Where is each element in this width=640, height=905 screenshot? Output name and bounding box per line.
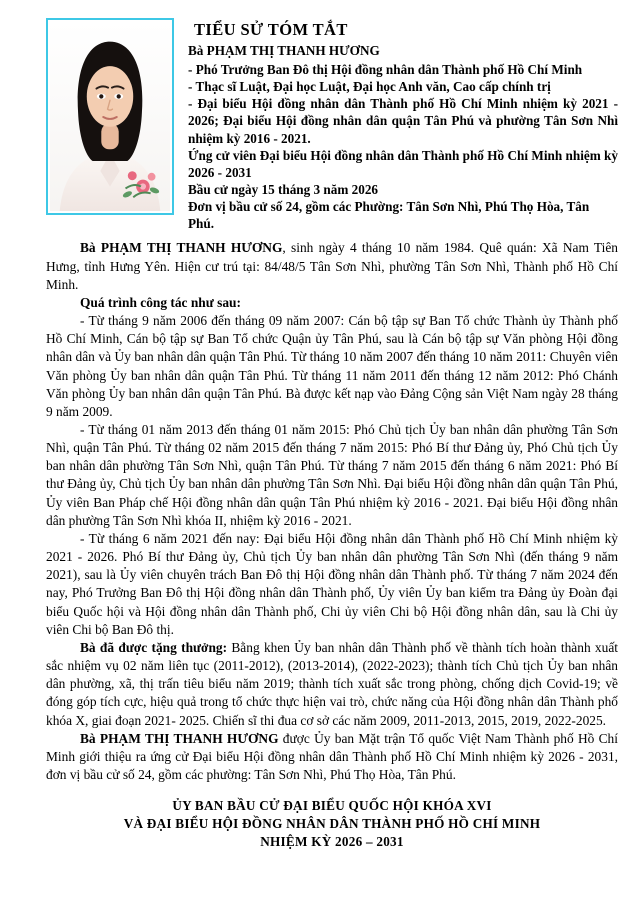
- paragraph-lead-name: Bà PHẠM THỊ THANH HƯƠNG: [80, 730, 279, 746]
- detail-line-constituency: Đơn vị bầu cử số 24, gồm các Phường: Tân Sơn Nhì, Phú Thọ Hòa, Tân Phú.: [188, 199, 590, 232]
- paragraph-career-2013-2021: [46, 421, 618, 530]
- paragraph-text: Bằng khen Ủy ban nhân dân Thành phố về thành tích hoàn thành xuất sắc nhiệm vụ 02 năm liên tục (2011-2012), (2013-2014), (2022-2023); thành tích Chủ tịch Ủy ban nhân dân phường, xã, thị trấn tiêu biểu năm 2019; thành tích xuất sắc trong phòng, chống dịch Covid-19; về đóng góp tích cực, hiệu quả trong tổ chức thực hiện vai trò, chức năng của Hội đồng nhân dân Thành phố khóa X, giai đoạn 2021- 2025. Chiến sĩ thi đua cơ sở các năm 2009, 2011-2013, 2015, 2019, 2022-2025.: [46, 639, 618, 728]
- detail-line-education: - Thạc sĩ Luật, Đại học Luật, Đại học Anh văn, Cao cấp chính trị: [188, 79, 551, 95]
- paragraph-text: - Từ tháng 9 năm 2006 đến tháng 09 năm 2007: Cán bộ tập sự Ban Tổ chức Thành ủy Thành phố Hồ Chí Minh, Cán bộ tập sự Ban Tổ chức Quận ủy Tân Phú, sau là Cán bộ tập sự Văn phòng Hội đồng nhân dân và Ủy ban nhân dân quận Tân Phú. Từ tháng 10 năm 2007 đến tháng 10 năm 2011: Chuyên viên Văn phòng Ủy ban nhân dân quận Tân Phú. Từ tháng 11 năm 2011 đến tháng 12 năm 2012: Phó Chánh Văn phòng Ủy ban nhân dân quận Tân Phú. Bà được kết nạp vào Đảng Cộng sản Việt Nam ngày 28 tháng 9 năm 2009.: [46, 313, 618, 419]
- subject-name: Bà PHẠM THỊ THANH HƯƠNG: [188, 43, 380, 58]
- candidate-photo: [50, 22, 170, 211]
- detail-line-delegate-history: - Đại biểu Hội đồng nhân dân Thành phố Hồ Chí Minh nhiệm kỳ 2021 - 2026; Đại biểu Hội đồng nhân dân quận Tân Phú và phường Tân Sơn Nhì nhiệm kỳ 2016 - 2021.: [188, 96, 618, 146]
- page-title: TIỂU SỬ TÓM TẮT: [194, 20, 348, 39]
- awards-heading-label: Bà đã được tặng thưởng:: [80, 639, 228, 655]
- detail-line-election-date: Bầu cử ngày 15 tháng 3 năm 2026: [188, 181, 379, 197]
- paragraph-awards: [46, 639, 618, 730]
- paragraph-nomination: [46, 730, 618, 784]
- detail-line-candidacy: Ứng cử viên Đại biểu Hội đồng nhân dân Thành phố Hồ Chí Minh nhiệm kỳ 2026 - 2031: [188, 147, 618, 180]
- paragraph-text: được Ủy ban Mặt trận Tổ quốc Việt Nam Thành phố Hồ Chí Minh giới thiệu ra ứng cử Đại biểu Hội đồng nhân dân Thành phố Hồ Chí Minh nhiệm kỳ 2026 - 2031, đơn vị bầu cử số 24, gồm các phường: Tân Sơn Nhì, Phú Thọ Hòa, Tân Phú.: [46, 730, 618, 782]
- footer-line-committee: ỦY BAN BẦU CỬ ĐẠI BIỂU QUỐC HỘI KHÓA XVI: [172, 798, 492, 814]
- footer-line-term: NHIỆM KỲ 2026 – 2031: [260, 834, 404, 850]
- footer-line-council: VÀ ĐẠI BIỂU HỘI ĐỒNG NHÂN DÂN THÀNH PHỐ HỒ CHÍ MINH: [123, 816, 541, 832]
- paragraph-career-heading: [46, 294, 618, 312]
- paragraph-career-2021-present: [46, 530, 618, 639]
- paragraph-lead-name: Bà PHẠM THỊ THANH HƯƠNG: [80, 240, 283, 256]
- portrait-illustration: [50, 22, 170, 211]
- paragraph-text: - Từ tháng 01 năm 2013 đến tháng 01 năm 2015: Phó Chủ tịch Ủy ban nhân dân phường Tân Sơn Nhì, quận Tân Phú. Từ tháng 02 năm 2015 đến tháng 7 năm 2015: Phó Bí thư Đảng ủy, Phó Chủ tịch Ủy ban nhân dân phường Tân Sơn Nhì, quận Tân Phú. Từ tháng 7 năm 2015 đến tháng 6 năm 2021: Phó Bí thư Đảng ủy, Chủ tịch Ủy ban nhân dân phường Tân Sơn Nhì. Đại biểu Hội đồng nhân dân quận Tân Phú, Ủy viên Ban Pháp chế Hội đồng nhân dân quận Tân Phú nhiệm kỳ 2016 - 2021. Đại biểu Hội đồng nhân dân phường Tân Sơn Nhì khóa II, nhiệm kỳ 2016 - 2021.: [46, 422, 618, 528]
- document-footer: [46, 797, 618, 851]
- career-heading-label: Quá trình công tác như sau:: [80, 294, 241, 310]
- document-header: [46, 18, 618, 232]
- paragraph-career-2006-2012: [46, 312, 618, 421]
- detail-line-position: - Phó Trưởng Ban Đô thị Hội đồng nhân dân Thành phố Hồ Chí Minh: [188, 61, 583, 77]
- paragraph-personal-info: [46, 239, 618, 293]
- candidate-photo-frame: [46, 18, 174, 215]
- paragraph-text: , sinh ngày 4 tháng 10 năm 1984. Quê quán: Xã Nam Tiên Hưng, tỉnh Hưng Yên. Hiện cư trú tại: 84/48/5 Tân Sơn Nhì, phường Tân Sơn Nhì, Thành phố Hồ Chí Minh.: [46, 240, 618, 292]
- biography-body: [46, 239, 618, 784]
- paragraph-text: - Từ tháng 6 năm 2021 đến nay: Đại biểu Hội đồng nhân dân Thành phố Hồ Chí Minh nhiệm kỳ 2021 - 2026. Phó Bí thư Đảng ủy, Chủ tịch Ủy ban nhân dân phường Tân Sơn Nhì (đến tháng 9 năm 2021), sau là Ủy viên chuyên trách Ban Đô thị Hội đồng nhân dân Thành phố. Từ tháng 7 năm 2024 đến nay, Phó Trưởng Ban Đô thị Hội đồng nhân dân Thành phố, Ủy viên Ủy ban kiểm tra Đảng ủy Đoàn đại biểu Quốc hội và Hội đồng nhân dân Thành phố, Chi ủy viên Chi bộ Hội đồng nhân dân, sau là Chi ủy viên Chi bộ Ban Đô thị.: [46, 530, 618, 637]
- header-text-block: [188, 18, 618, 232]
